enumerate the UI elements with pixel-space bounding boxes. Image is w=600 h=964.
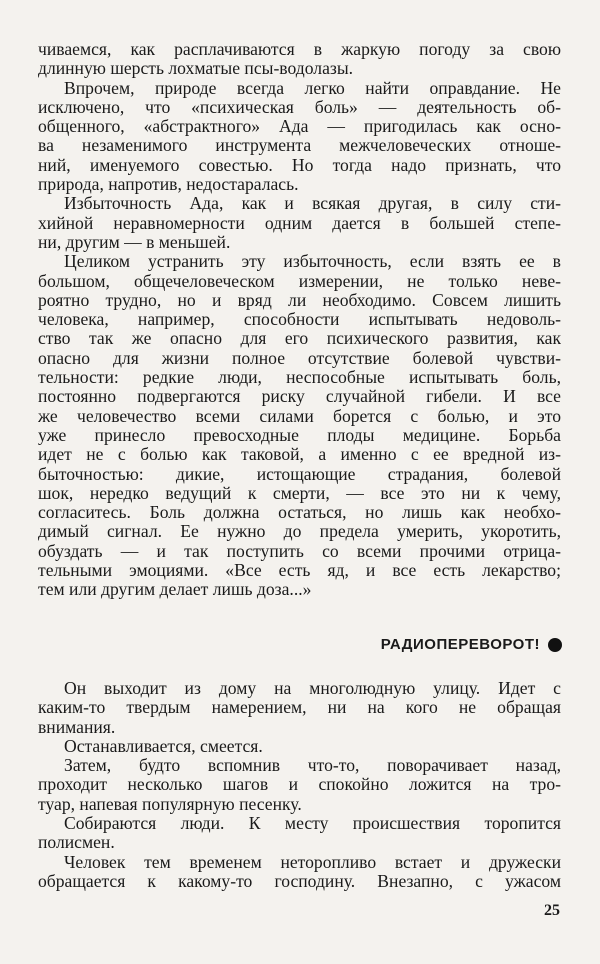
section-heading xyxy=(381,636,562,653)
text-line: общенного, «абстрактного» Ада — пригодилась как осно- xyxy=(38,117,561,137)
text-line: большом, общечеловеческом измерении, не только неве- xyxy=(38,271,561,291)
text-line: постоянно подвергаются риску случайной гибели. И все xyxy=(38,387,561,407)
text-line: Затем, будто вспомнив что-то, поворачивает назад, xyxy=(64,756,561,776)
text-line: Впрочем, природе всегда легко найти оправдание. Не xyxy=(64,78,561,98)
text-line: роятно трудно, но и вряд ли необходимо. Совсем лишить xyxy=(38,290,561,310)
text-line: Он выходит из дому на многолюдную улицу. Идет с xyxy=(64,679,561,698)
text-line: идет не с болью как таковой, а именно с ее вредной из- xyxy=(38,445,561,465)
text-line: туар, напевая популярную песенку. xyxy=(38,794,302,814)
body-text-bottom xyxy=(38,679,561,891)
text-line: тем или другим делает лишь доза...» xyxy=(38,580,312,600)
text-line: природа, напротив, недостаралась. xyxy=(38,175,299,195)
text-line: Избыточность Ада, как и всякая другая, в силу сти- xyxy=(64,194,561,214)
text-line: каким-то твердым намерением, ни на кого не обращая xyxy=(38,698,561,718)
text-line: быточностью: дикие, истощающие страдания, болевой xyxy=(38,464,561,484)
text-line: уже принесло превосходные плоды медицине. Борьба xyxy=(38,425,561,445)
text-line: человека, например, способности испытывать недоволь- xyxy=(38,310,561,330)
text-line: согласитесь. Боль должна остаться, но лишь как необхо- xyxy=(38,503,561,523)
text-line: димый сигнал. Ее нужно до предела умерить, укоротить, xyxy=(38,522,561,542)
text-line: чиваемся, как расплачиваются в жаркую погоду за свою xyxy=(38,40,561,59)
text-line: обращается к какому-то господину. Внезапно, с ужасом xyxy=(38,871,561,891)
text-line: тельными эмоциями. «Все есть яд, и все есть лекарство; xyxy=(38,561,561,581)
text-line: опасно для жизни полное отсутствие болевой чувстви- xyxy=(38,348,561,368)
text-line: ство так же опасно для его психического развития, как xyxy=(38,329,561,349)
text-line: ний, именуемого совестью. Но тогда надо признать, что xyxy=(38,155,561,175)
text-line: полисмен. xyxy=(38,833,115,853)
section-heading-text: РАДИОПЕРЕВОРОТ! xyxy=(380,636,540,653)
text-line: Собираются люди. К месту происшествия торопится xyxy=(64,814,561,834)
text-line: ва незаменимого инструмента межчеловеческих отноше- xyxy=(38,136,561,156)
text-line: длинную шерсть лохматые псы-водолазы. xyxy=(38,59,354,79)
page-number: 25 xyxy=(544,902,560,919)
text-line: внимания. xyxy=(38,717,116,737)
heading-bullet-icon xyxy=(548,638,562,652)
text-line: исключено, что «психическая боль» — деятельность об- xyxy=(38,97,561,117)
text-line: же человечество всеми силами борется с болью, и это xyxy=(38,406,561,426)
text-line: тельности: редкие люди, неспособные испытывать боль, xyxy=(38,368,561,388)
text-line: обуздать — и так поступить со всеми прочими отрица- xyxy=(38,541,561,561)
text-line: хийной неравномерности одним дается в большей степе- xyxy=(38,213,561,233)
text-line: шок, нередко ведущий к смерти, — все это ни к чему, xyxy=(38,483,561,503)
text-line: Человек тем временем неторопливо встает и дружески xyxy=(64,852,561,872)
text-line: Останавливается, смеется. xyxy=(64,736,263,756)
text-line: Целиком устранить эту избыточность, если взять ее в xyxy=(64,252,561,272)
text-line: проходит несколько шагов и спокойно ложится на тро- xyxy=(38,775,561,795)
text-line: ни, другим — в меньшей. xyxy=(38,232,231,252)
body-text-top xyxy=(38,40,561,600)
